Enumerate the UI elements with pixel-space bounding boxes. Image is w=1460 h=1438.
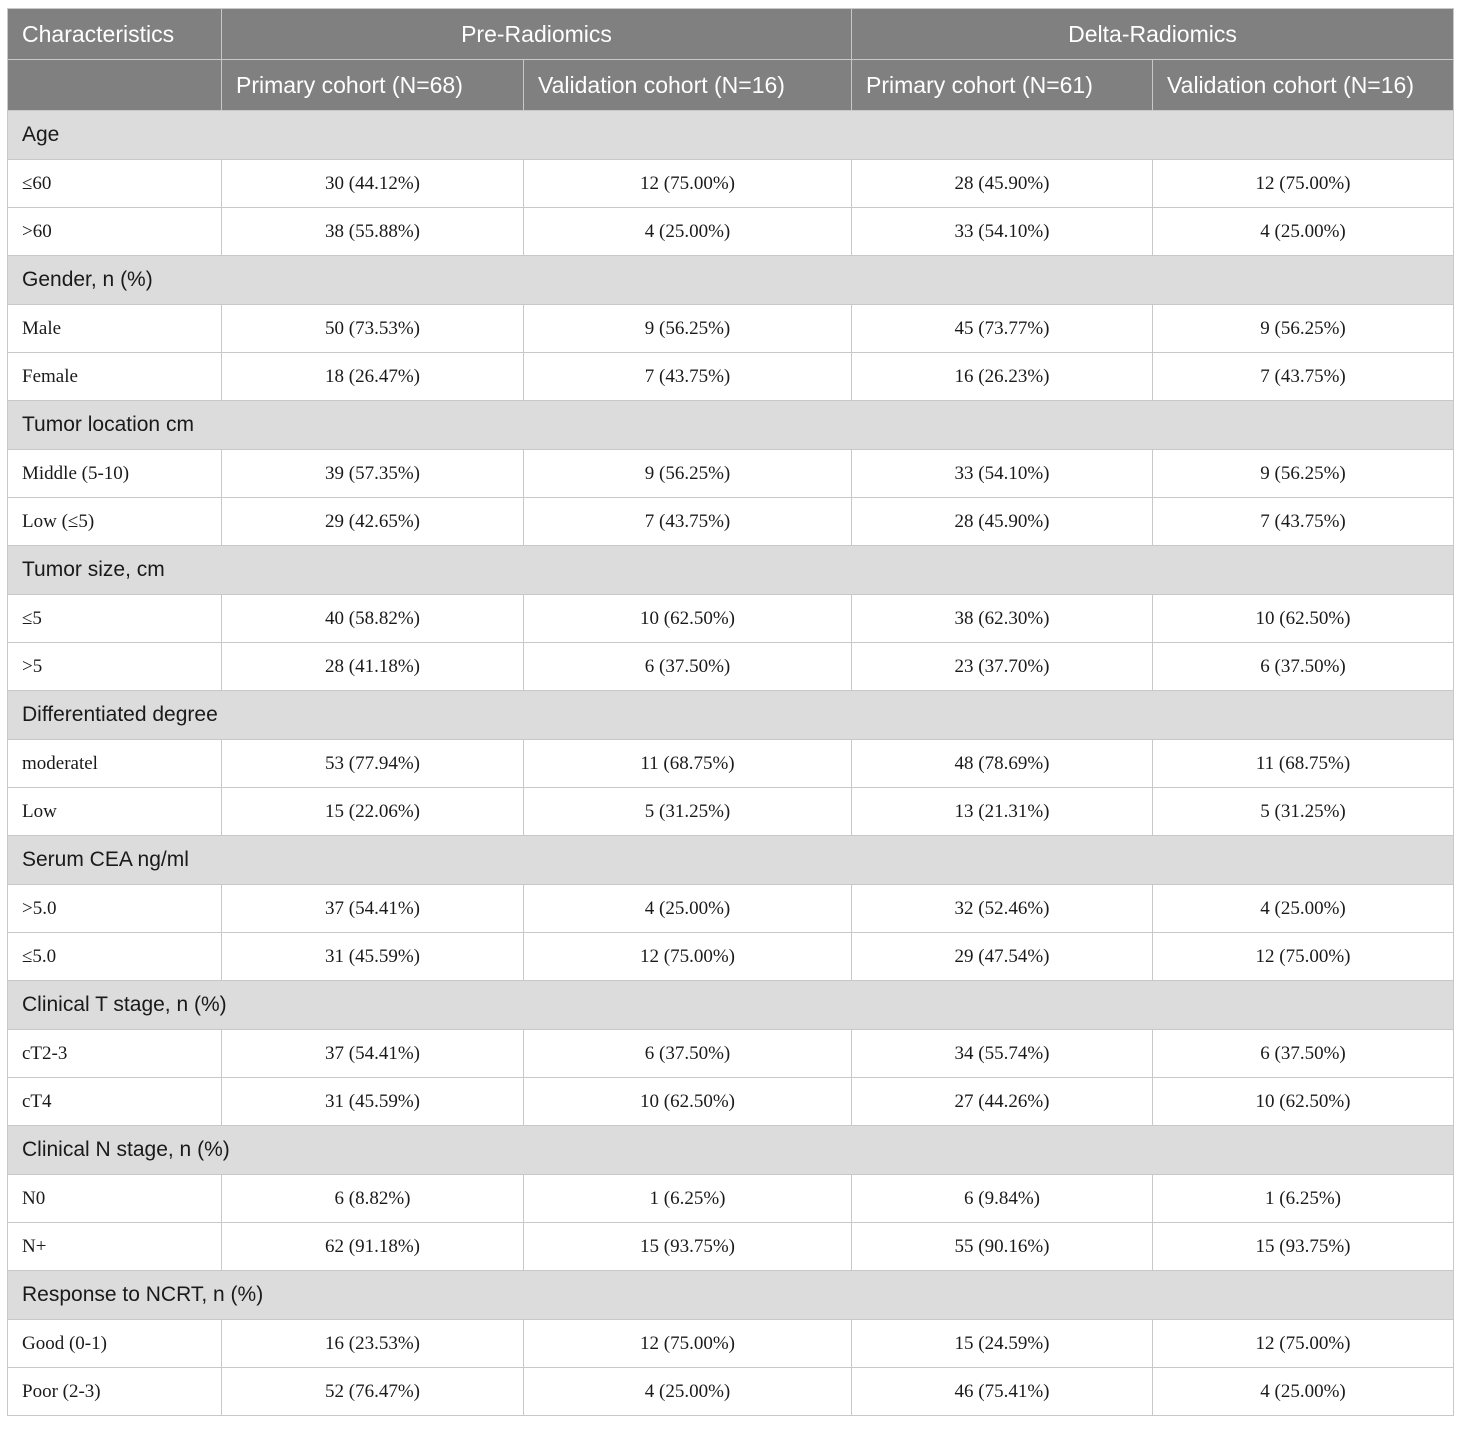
table-cell: 5 (31.25%) — [524, 788, 852, 836]
table-cell: 6 (37.50%) — [524, 643, 852, 691]
section-header-row — [8, 1271, 1454, 1320]
table-cell: 4 (25.00%) — [524, 1368, 852, 1416]
table-cell: 28 (41.18%) — [222, 643, 524, 691]
table-cell: 53 (77.94%) — [222, 740, 524, 788]
table-cell: 50 (73.53%) — [222, 305, 524, 353]
table-cell: 34 (55.74%) — [852, 1030, 1153, 1078]
table-cell: 16 (23.53%) — [222, 1320, 524, 1368]
table-cell: 12 (75.00%) — [524, 933, 852, 981]
table-row — [8, 885, 1454, 933]
row-label: Middle (5-10) — [8, 450, 222, 498]
table-row — [8, 305, 1454, 353]
table-row — [8, 788, 1454, 836]
table-cell: 46 (75.41%) — [852, 1368, 1153, 1416]
table-cell: 12 (75.00%) — [1153, 160, 1454, 208]
table-cell: 7 (43.75%) — [524, 353, 852, 401]
table-cell: 7 (43.75%) — [524, 498, 852, 546]
table-cell: 6 (37.50%) — [1153, 1030, 1454, 1078]
table-cell: 12 (75.00%) — [1153, 1320, 1454, 1368]
table-cell: 4 (25.00%) — [524, 885, 852, 933]
table-cell: 6 (8.82%) — [222, 1175, 524, 1223]
header-empty-cell — [8, 60, 222, 111]
table-row — [8, 595, 1454, 643]
table-cell: 52 (76.47%) — [222, 1368, 524, 1416]
table-cell: 9 (56.25%) — [1153, 305, 1454, 353]
section-title: Differentiated degree — [8, 691, 1454, 740]
table-cell: 1 (6.25%) — [1153, 1175, 1454, 1223]
header-pre-radiomics: Pre-Radiomics — [222, 9, 852, 60]
table-cell: 6 (37.50%) — [524, 1030, 852, 1078]
row-label: >5.0 — [8, 885, 222, 933]
table-cell: 9 (56.25%) — [1153, 450, 1454, 498]
section-header-row — [8, 981, 1454, 1030]
header-delta-radiomics: Delta-Radiomics — [852, 9, 1454, 60]
table-cell: 37 (54.41%) — [222, 885, 524, 933]
table-body — [8, 111, 1454, 1416]
row-label: N+ — [8, 1223, 222, 1271]
characteristics-table — [7, 8, 1454, 1416]
table-row — [8, 1223, 1454, 1271]
table-cell: 6 (37.50%) — [1153, 643, 1454, 691]
table-cell: 28 (45.90%) — [852, 498, 1153, 546]
table-cell: 4 (25.00%) — [1153, 885, 1454, 933]
table-cell: 62 (91.18%) — [222, 1223, 524, 1271]
table-cell: 15 (93.75%) — [524, 1223, 852, 1271]
table-cell: 39 (57.35%) — [222, 450, 524, 498]
table-cell: 12 (75.00%) — [524, 160, 852, 208]
row-label: >5 — [8, 643, 222, 691]
table-cell: 55 (90.16%) — [852, 1223, 1153, 1271]
row-label: cT4 — [8, 1078, 222, 1126]
table-row — [8, 450, 1454, 498]
section-title: Age — [8, 111, 1454, 160]
table-cell: 7 (43.75%) — [1153, 498, 1454, 546]
table-row — [8, 933, 1454, 981]
section-title: Tumor location cm — [8, 401, 1454, 450]
table-cell: 12 (75.00%) — [524, 1320, 852, 1368]
row-label: Male — [8, 305, 222, 353]
table-row — [8, 160, 1454, 208]
table-cell: 5 (31.25%) — [1153, 788, 1454, 836]
table-cell: 29 (47.54%) — [852, 933, 1153, 981]
table-cell: 9 (56.25%) — [524, 450, 852, 498]
row-label: ≤5 — [8, 595, 222, 643]
header-row-cohorts — [8, 60, 1454, 111]
table-cell: 15 (24.59%) — [852, 1320, 1153, 1368]
section-title: Gender, n (%) — [8, 256, 1454, 305]
section-title: Clinical T stage, n (%) — [8, 981, 1454, 1030]
table-cell: 37 (54.41%) — [222, 1030, 524, 1078]
row-label: ≤60 — [8, 160, 222, 208]
row-label: ≤5.0 — [8, 933, 222, 981]
section-header-row — [8, 1126, 1454, 1175]
header-pre-validation-cohort: Validation cohort (N=16) — [524, 60, 852, 111]
table-row — [8, 1320, 1454, 1368]
table-cell: 15 (22.06%) — [222, 788, 524, 836]
table-row — [8, 1175, 1454, 1223]
section-title: Tumor size, cm — [8, 546, 1454, 595]
section-title: Response to NCRT, n (%) — [8, 1271, 1454, 1320]
row-label: Female — [8, 353, 222, 401]
table-row — [8, 498, 1454, 546]
row-label: >60 — [8, 208, 222, 256]
table-cell: 12 (75.00%) — [1153, 933, 1454, 981]
table-cell: 1 (6.25%) — [524, 1175, 852, 1223]
table-row — [8, 353, 1454, 401]
table-row — [8, 643, 1454, 691]
table-cell: 45 (73.77%) — [852, 305, 1153, 353]
header-row-groups — [8, 9, 1454, 60]
table-cell: 4 (25.00%) — [1153, 1368, 1454, 1416]
table-cell: 27 (44.26%) — [852, 1078, 1153, 1126]
row-label: Low — [8, 788, 222, 836]
section-header-row — [8, 691, 1454, 740]
table-cell: 28 (45.90%) — [852, 160, 1153, 208]
row-label: moderatel — [8, 740, 222, 788]
header-delta-validation-cohort: Validation cohort (N=16) — [1153, 60, 1454, 111]
table-header — [8, 9, 1454, 111]
table-cell: 7 (43.75%) — [1153, 353, 1454, 401]
table-cell: 30 (44.12%) — [222, 160, 524, 208]
header-delta-primary-cohort: Primary cohort (N=61) — [852, 60, 1153, 111]
row-label: Poor (2-3) — [8, 1368, 222, 1416]
table-cell: 33 (54.10%) — [852, 208, 1153, 256]
table-row — [8, 1368, 1454, 1416]
table-cell: 4 (25.00%) — [1153, 208, 1454, 256]
table-cell: 18 (26.47%) — [222, 353, 524, 401]
table-cell: 29 (42.65%) — [222, 498, 524, 546]
table-cell: 23 (37.70%) — [852, 643, 1153, 691]
table-cell: 15 (93.75%) — [1153, 1223, 1454, 1271]
table-cell: 10 (62.50%) — [1153, 1078, 1454, 1126]
table-cell: 31 (45.59%) — [222, 1078, 524, 1126]
table-cell: 16 (26.23%) — [852, 353, 1153, 401]
table-row — [8, 1078, 1454, 1126]
table-cell: 32 (52.46%) — [852, 885, 1153, 933]
table-cell: 10 (62.50%) — [1153, 595, 1454, 643]
table-cell: 33 (54.10%) — [852, 450, 1153, 498]
header-characteristics: Characteristics — [8, 9, 222, 60]
table-cell: 9 (56.25%) — [524, 305, 852, 353]
table-cell: 31 (45.59%) — [222, 933, 524, 981]
table-cell: 10 (62.50%) — [524, 1078, 852, 1126]
table-cell: 11 (68.75%) — [1153, 740, 1454, 788]
table-cell: 13 (21.31%) — [852, 788, 1153, 836]
header-pre-primary-cohort: Primary cohort (N=68) — [222, 60, 524, 111]
table-cell: 4 (25.00%) — [524, 208, 852, 256]
table-cell: 11 (68.75%) — [524, 740, 852, 788]
section-header-row — [8, 836, 1454, 885]
section-header-row — [8, 111, 1454, 160]
table-cell: 38 (62.30%) — [852, 595, 1153, 643]
table-row — [8, 740, 1454, 788]
table-cell: 6 (9.84%) — [852, 1175, 1153, 1223]
table-cell: 40 (58.82%) — [222, 595, 524, 643]
table-row — [8, 208, 1454, 256]
table-cell: 48 (78.69%) — [852, 740, 1153, 788]
section-header-row — [8, 546, 1454, 595]
table-cell: 38 (55.88%) — [222, 208, 524, 256]
row-label: Low (≤5) — [8, 498, 222, 546]
section-title: Serum CEA ng/ml — [8, 836, 1454, 885]
section-header-row — [8, 256, 1454, 305]
row-label: cT2-3 — [8, 1030, 222, 1078]
section-title: Clinical N stage, n (%) — [8, 1126, 1454, 1175]
table-cell: 10 (62.50%) — [524, 595, 852, 643]
table-row — [8, 1030, 1454, 1078]
row-label: N0 — [8, 1175, 222, 1223]
section-header-row — [8, 401, 1454, 450]
row-label: Good (0-1) — [8, 1320, 222, 1368]
